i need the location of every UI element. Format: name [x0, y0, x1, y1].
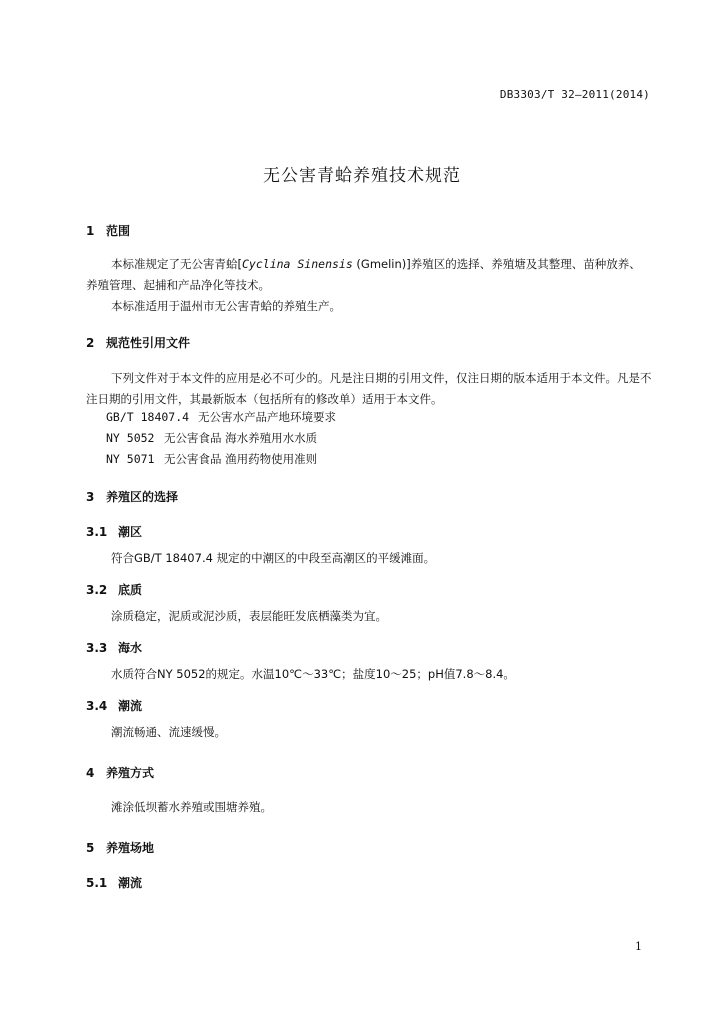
section-title: 养殖方式 — [106, 766, 155, 780]
section-2-heading — [86, 334, 190, 351]
section-number: 4 — [86, 766, 95, 780]
subsection-title: 潮区 — [118, 525, 143, 539]
paragraph-text: (Gmelin)]养殖区的选择、养殖塘及其整理、苗种放养、养殖管理、起捕和产品净化等技术。 — [86, 257, 641, 292]
section-2-paragraph-1: 下列文件对于本文件的应用是必不可少的。凡是注日期的引用文件，仅注日期的版本适用于本文件。凡是不注日期的引用文件，其最新版本（包括所有的修改单）适用于本文件。 — [86, 371, 652, 406]
subsection-5-1-heading — [86, 874, 142, 891]
subsection-3-1-text: 符合GB/T 18407.4 规定的中潮区的中段至高潮区的平缓滩面。 — [111, 551, 436, 565]
reference-item — [106, 409, 336, 425]
reference-name: 无公害食品 渔用药物使用准则 — [164, 452, 318, 466]
section-1-heading — [86, 222, 130, 239]
reference-name: 无公害水产品产地环境要求 — [198, 410, 336, 424]
subsection-3-2-text: 涂质稳定，泥质或泥沙质，表层能旺发底栖藻类为宜。 — [111, 609, 387, 623]
subsection-3-4-heading — [86, 697, 142, 714]
subsection-3-1-heading — [86, 523, 142, 540]
paragraph-text: 本标准规定了无公害青蛤[ — [111, 257, 242, 271]
species-name: Cyclina Sinensis — [242, 257, 353, 271]
section-number: 1 — [86, 224, 95, 238]
section-title: 养殖场地 — [106, 841, 155, 855]
section-5-heading — [86, 839, 154, 856]
section-4-text: 滩涂低坝蓄水养殖或围塘养殖。 — [111, 800, 272, 814]
section-number: 3 — [86, 490, 95, 504]
subsection-number: 3.3 — [86, 641, 108, 655]
section-title: 范围 — [106, 224, 131, 238]
section-number: 2 — [86, 336, 95, 350]
reference-code: GB/T 18407.4 — [106, 410, 190, 424]
reference-item — [106, 451, 317, 467]
subsection-title: 底质 — [118, 583, 143, 597]
subsection-title: 潮流 — [118, 876, 143, 890]
subsection-title: 海水 — [118, 641, 143, 655]
section-title: 规范性引用文件 — [106, 336, 191, 350]
section-1-paragraph-2: 本标准适用于温州市无公害青蛤的养殖生产。 — [111, 299, 341, 313]
subsection-3-2-heading — [86, 581, 142, 598]
subsection-number: 5.1 — [86, 876, 108, 890]
subsection-number: 3.2 — [86, 583, 108, 597]
document-title: 无公害青蛤养殖技术规范 — [263, 166, 461, 186]
section-number: 5 — [86, 841, 95, 855]
reference-name: 无公害食品 海水养殖用水水质 — [164, 431, 318, 445]
page-number: 1 — [635, 940, 642, 953]
subsection-number: 3.1 — [86, 525, 108, 539]
document-number: DB3303/T 32—2011(2014) — [499, 88, 650, 101]
section-4-heading — [86, 764, 154, 781]
subsection-number: 3.4 — [86, 699, 108, 713]
subsection-3-4-text: 潮流畅通、流速缓慢。 — [111, 725, 226, 739]
subsection-title: 潮流 — [118, 699, 143, 713]
reference-code: NY 5071 — [106, 452, 155, 466]
reference-code: NY 5052 — [106, 431, 155, 445]
subsection-3-3-heading — [86, 639, 142, 656]
section-1-paragraph-1 — [86, 254, 652, 296]
section-3-heading — [86, 488, 178, 505]
reference-item — [106, 430, 317, 446]
subsection-3-3-text: 水质符合NY 5052的规定。水温10℃～33℃；盐度10～25；pH值7.8～8.4。 — [111, 667, 515, 681]
section-title: 养殖区的选择 — [106, 490, 179, 504]
